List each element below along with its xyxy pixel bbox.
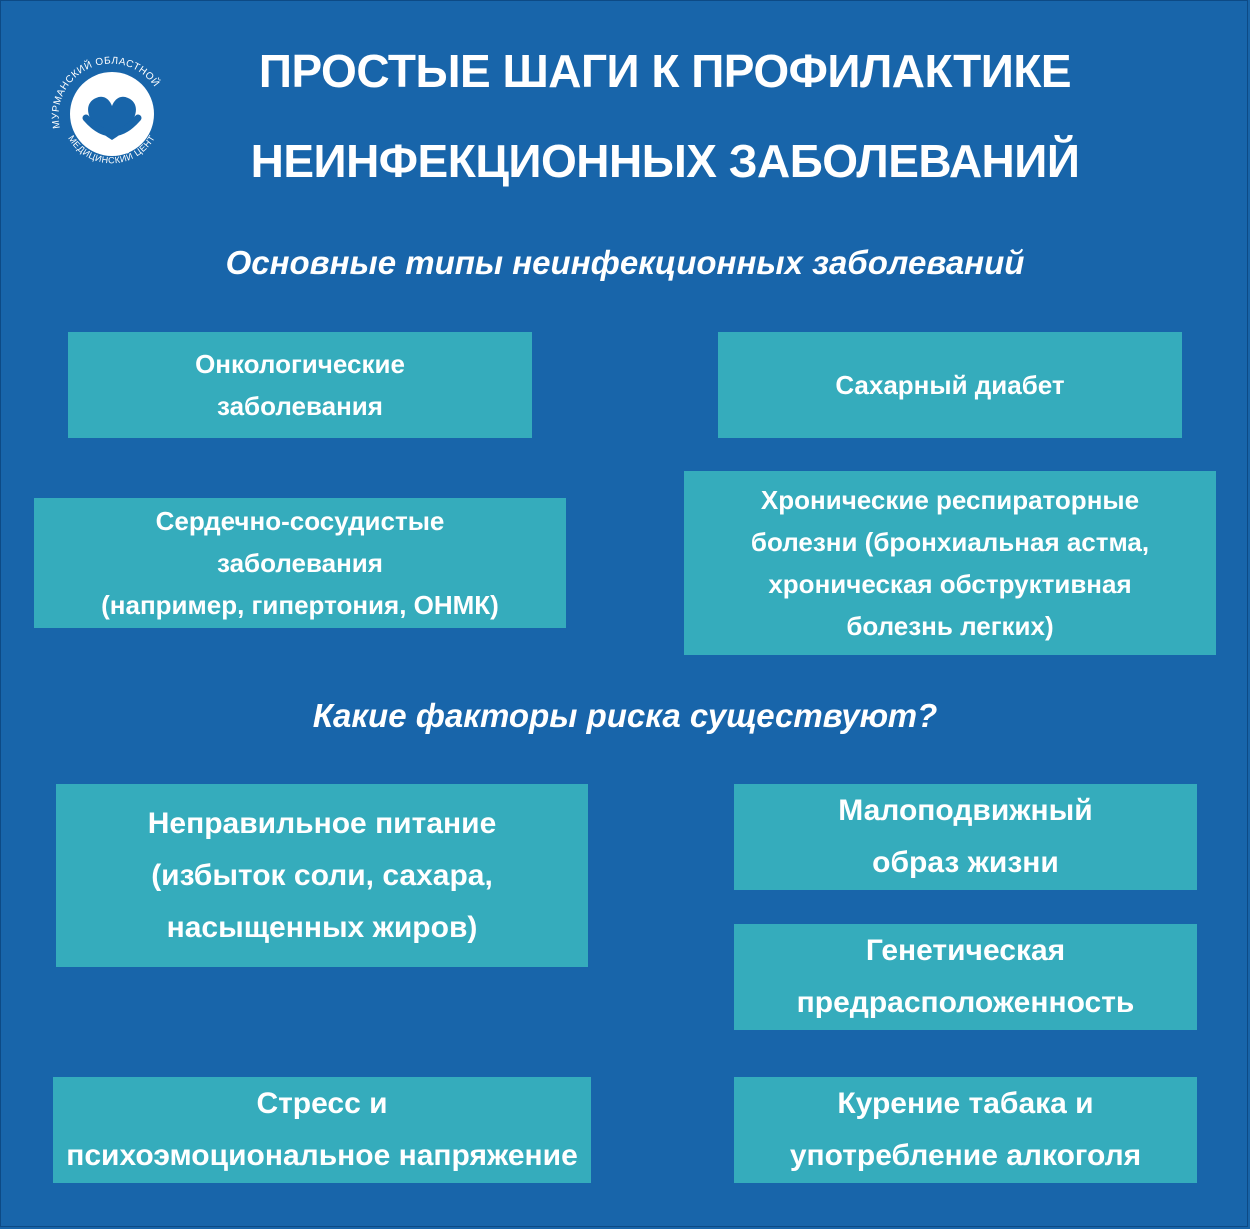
logo-bottom-text: МЕДИЦИНСКИЙ ЦЕНТ xyxy=(66,133,158,166)
disease-type-box: Сахарный диабет xyxy=(718,332,1182,438)
risk-factor-box: Стресс и психоэмоциональное напряжение xyxy=(53,1077,591,1183)
risk-factor-box: Малоподвижный образ жизни xyxy=(734,784,1197,890)
risk-factor-box: Генетическая предрасположенность xyxy=(734,924,1197,1030)
disease-type-box: Хронические респираторные болезни (бронхиальная астма, хроническая обструктивная болезнь легких) xyxy=(684,471,1216,655)
heart-smile-logo-icon xyxy=(46,48,176,178)
section-heading-risk-factors: Какие факторы риска существуют? xyxy=(312,697,938,734)
disease-type-box: Онкологические заболевания xyxy=(68,332,532,438)
logo-arc-text: МУРМАНСКИЙ ОБЛАСТНОЙ xyxy=(50,55,162,130)
page-title-line-1: ПРОСТЫЕ ШАГИ К ПРОФИЛАКТИКЕ xyxy=(258,45,1072,97)
page-title-line-2: НЕИНФЕКЦИОННЫХ ЗАБОЛЕВАНИЙ xyxy=(250,135,1080,187)
medical-center-logo xyxy=(46,48,176,178)
section-heading-disease-types: Основные типы неинфекционных заболеваний xyxy=(225,244,1025,281)
risk-factor-box: Курение табака и употребление алкоголя xyxy=(734,1077,1197,1183)
disease-type-box: Сердечно-сосудистые заболевания (например, гипертония, ОНМК) xyxy=(34,498,566,628)
risk-factor-box: Неправильное питание (избыток соли, сахара, насыщенных жиров) xyxy=(56,784,588,967)
